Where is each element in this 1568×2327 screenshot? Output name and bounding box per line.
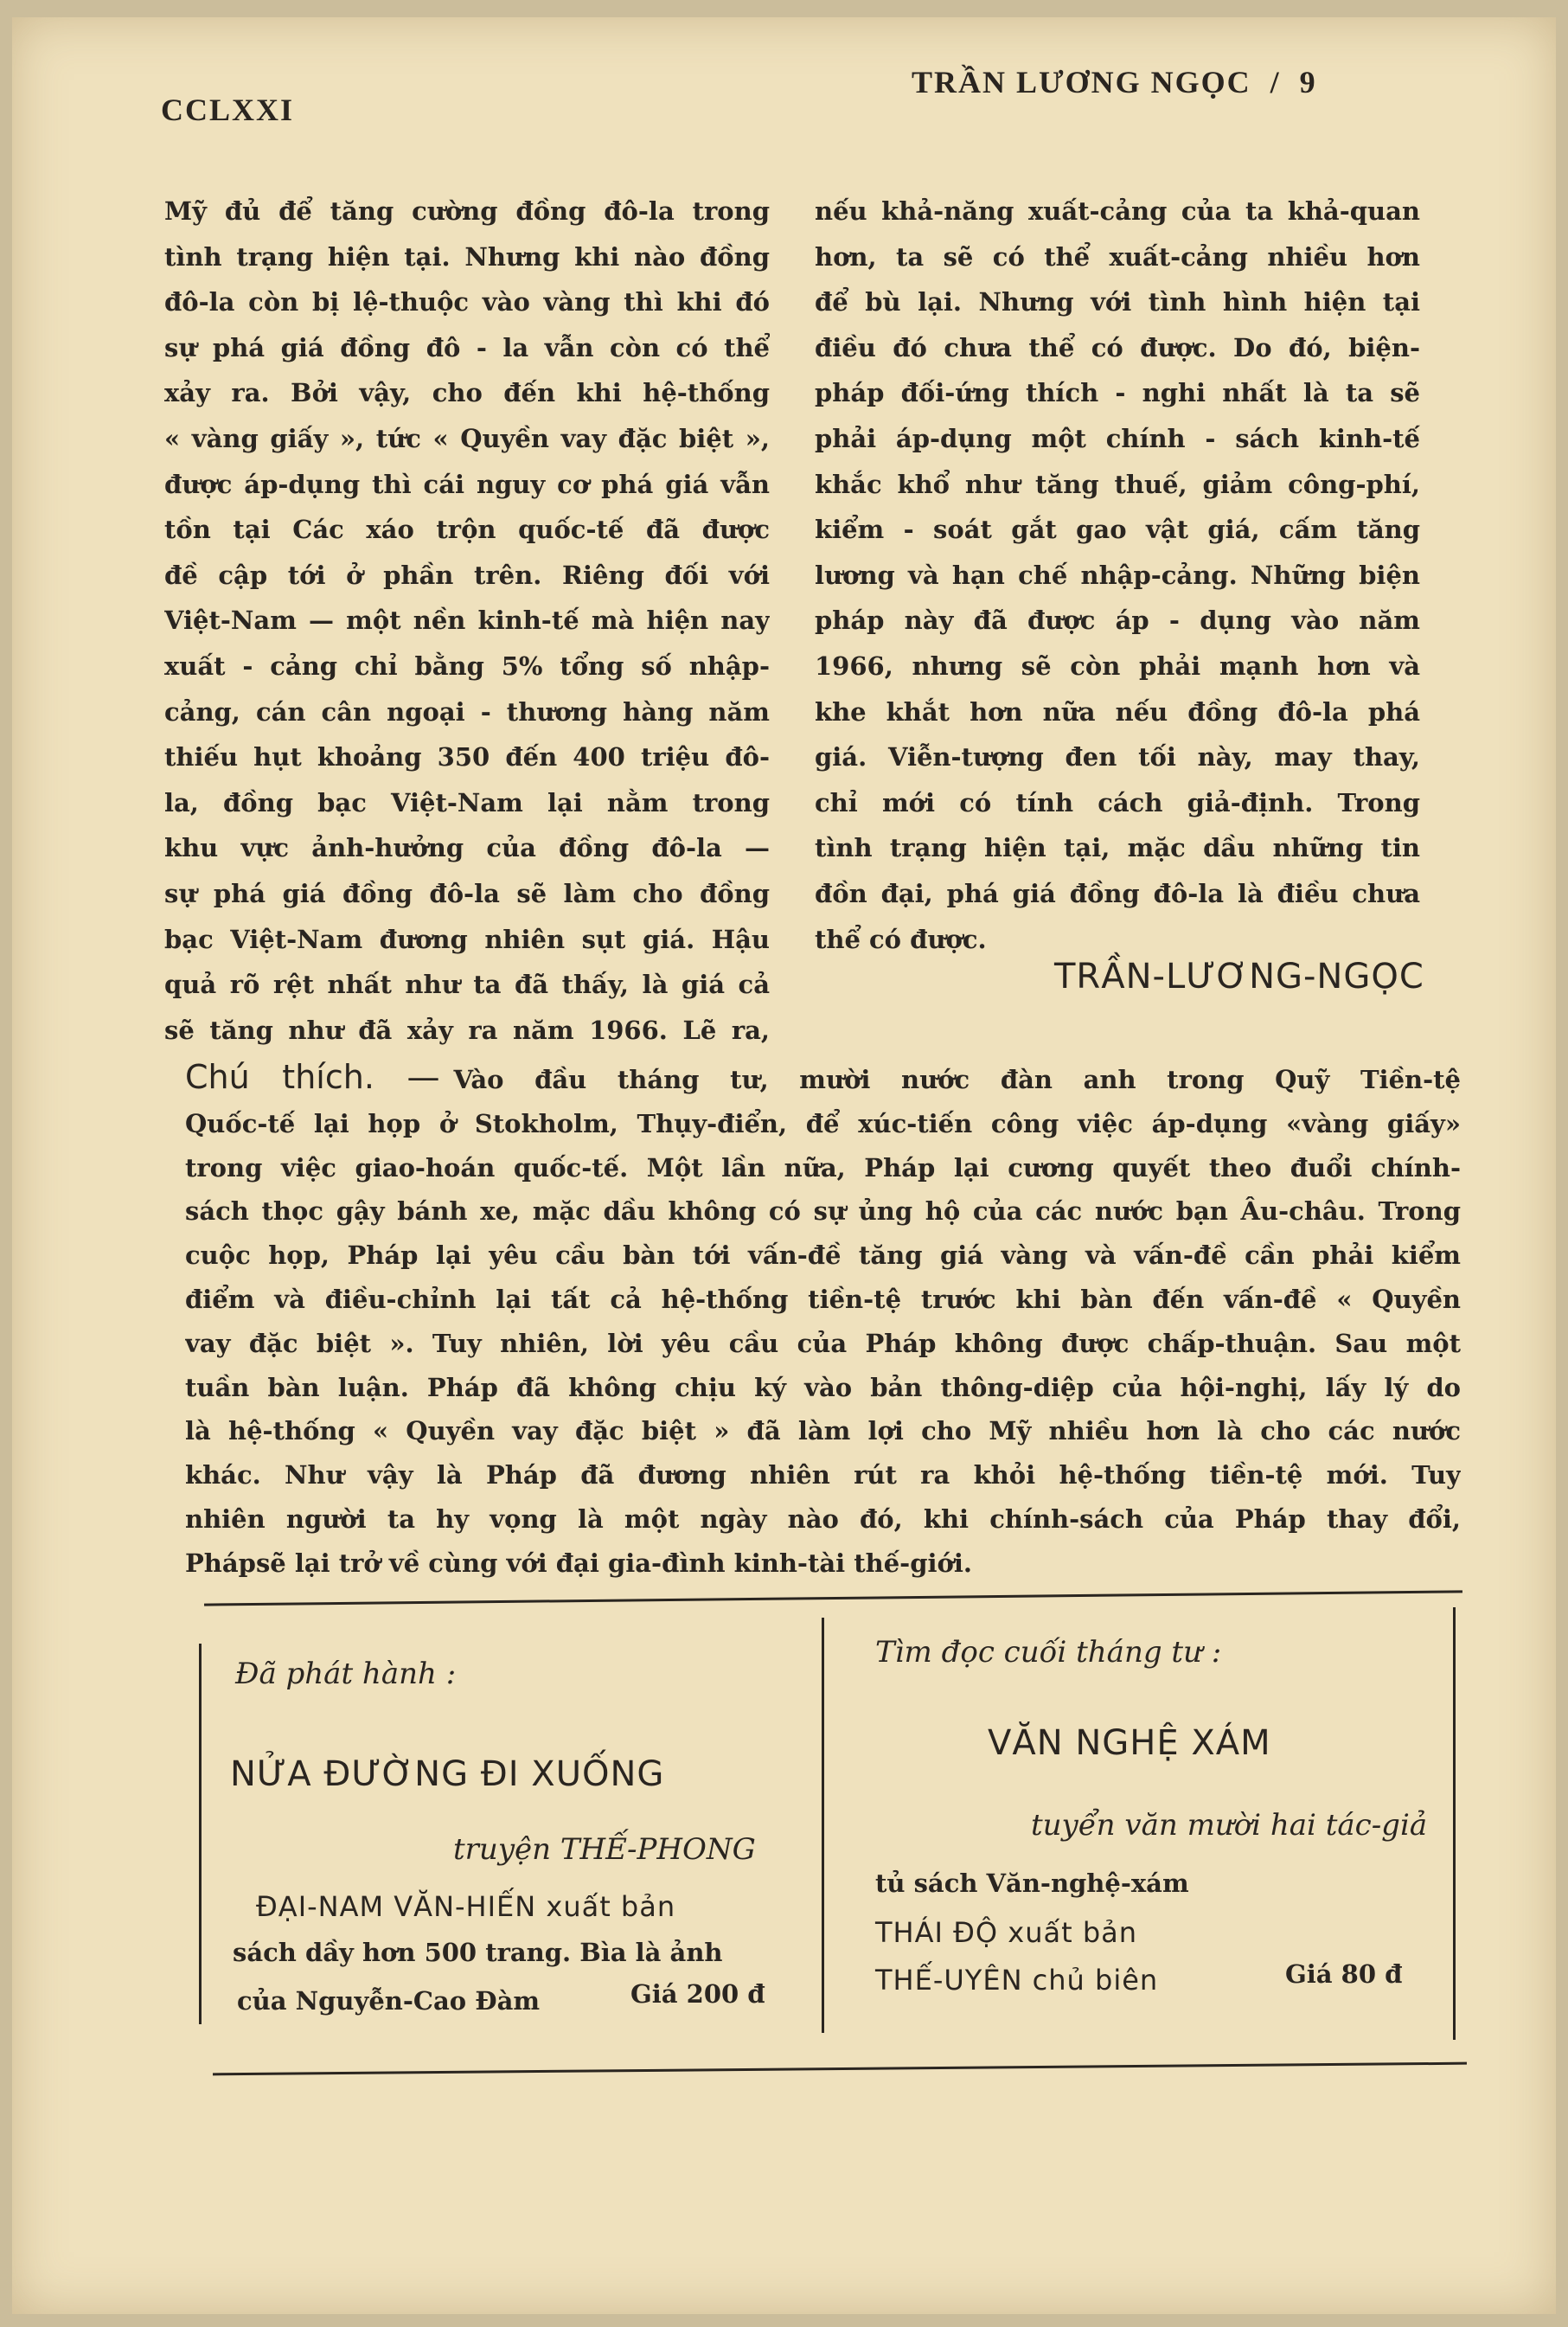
text-line: quả rõ rệt nhất như ta đã thấy, là giá cả [164, 970, 770, 1000]
text-line: tồn tại Các xáo trộn quốc-tế đã được [164, 515, 770, 545]
footnote-line: là hệ-thống « Quyền vay đặc biệt » đã làm lợi cho Mỹ nhiều hơn là cho các nước [185, 1416, 1461, 1446]
text-line: phải áp-dụng một chính - sách kinh-tế [815, 423, 1420, 453]
text-line: la, đồng bạc Việt-Nam lại nằm trong [164, 787, 770, 817]
text-line: giá. Viễn-tượng đen tối này, may thay, [815, 742, 1420, 772]
ad-left-line: của Nguyễn-Cao Đàm [237, 1986, 541, 2016]
ad-left-book-title: NỬA ĐƯỜNG ĐI XUỐNG [230, 1754, 665, 1794]
text-line: hơn, ta sẽ có thể xuất-cảng nhiều hơn [815, 241, 1420, 272]
footnote-line: Quốc-tế lại họp ở Stokholm, Thụy-điển, để xúc-tiến công việc áp-dụng «vàng giấy» [185, 1108, 1461, 1138]
magazine-page [12, 17, 1556, 2314]
page-header-author-page: TRẦN LƯƠNG NGỌC / 9 [912, 65, 1317, 99]
text-line: « vàng giấy », tức « Quyền vay đặc biệt », [164, 423, 770, 453]
text-line: đề cập tới ở phần trên. Riêng đối với [164, 560, 770, 590]
text-line: sự phá giá đồng đô - la vẫn còn có thể [164, 332, 770, 362]
footnote-line: Phápsẽ lại trở về cùng với đại gia-đình kinh-tài thế-giới. [185, 1548, 972, 1578]
text-line: đồn đại, phá giá đồng đô-la là điều chưa [815, 878, 1420, 908]
text-line: thể có được. [815, 924, 987, 954]
footnote-line: vay đặc biệt ». Tuy nhiên, lời yêu cầu của Pháp không được chấp-thuận. Sau một [185, 1328, 1461, 1358]
text-line: để bù lại. Nhưng với tình hình hiện tại [815, 287, 1420, 317]
footnote-label: Chú thích. — [185, 1058, 440, 1096]
ad-right-subtitle: tuyển văn mười hai tác-giả [1031, 1808, 1428, 1843]
text-line: khắc khổ như tăng thuế, giảm công-phí, [815, 469, 1420, 499]
text-line: xảy ra. Bởi vậy, cho đến khi hệ-thống [164, 378, 770, 408]
ad-box-bottom-rule [213, 2062, 1467, 2076]
ad-box-left-rule [199, 1644, 202, 2024]
ad-box-divider [822, 1618, 824, 2033]
ad-left-line: ĐẠI-NAM VĂN-HIẾN xuất bản [256, 1890, 676, 1923]
text-line: Việt-Nam — một nền kinh-tế mà hiện nay [164, 606, 770, 636]
page-header-roman-numeral: CCLXXI [161, 93, 295, 127]
text-line: pháp này đã được áp - dụng vào năm [815, 606, 1420, 636]
text-line: tình trạng hiện tại. Nhưng khi nào đồng [164, 241, 770, 272]
ad-box-top-rule [204, 1590, 1462, 1606]
text-line: sự phá giá đồng đô-la sẽ làm cho đồng [164, 878, 770, 908]
ad-right-price: Giá 80 đ [1285, 1959, 1403, 1989]
ad-left-line: sách dầy hơn 500 trang. Bìa là ảnh [233, 1938, 723, 1967]
text-line: đô-la còn bị lệ-thuộc vào vàng thì khi đó [164, 287, 770, 317]
ad-left-price: Giá 200 đ [630, 1979, 765, 2009]
body-column-right [815, 189, 1420, 962]
text-line: lương và hạn chế nhập-cảng. Những biện [815, 560, 1420, 590]
ad-right-line: THÁI ĐỘ xuất bản [875, 1916, 1138, 1949]
footnote-line: nhiên người ta hy vọng là một ngày nào đó, khi chính-sách của Pháp thay đổi, [185, 1503, 1461, 1534]
text-line: kiểm - soát gắt gao vật giá, cấm tăng [815, 515, 1420, 545]
text-line: tình trạng hiện tại, mặc dầu những tin [815, 833, 1420, 863]
text-line: cảng, cán cân ngoại - thương hàng năm [164, 696, 770, 727]
text-line: xuất - cảng chỉ bằng 5% tổng số nhập- [164, 651, 770, 681]
author-signature: TRẦN-LƯƠNG-NGỌC [1054, 957, 1424, 997]
text-line: 1966, nhưng sẽ còn phải mạnh hơn và [815, 651, 1420, 681]
text-line: được áp-dụng thì cái nguy cơ phá giá vẫn [164, 469, 770, 499]
ad-left-label: Đã phát hành : [235, 1657, 457, 1691]
text-line: Mỹ đủ để tăng cường đồng đô-la trong [164, 196, 770, 226]
text-line: bạc Việt-Nam đương nhiên sụt giá. Hậu [164, 924, 770, 954]
footnote-line: khác. Như vậy là Pháp đã đương nhiên rút ra khỏi hệ-thống tiền-tệ mới. Tuy [185, 1460, 1461, 1490]
text-line: điều đó chưa thể có được. Do đó, biện- [815, 332, 1420, 362]
footnote-line [185, 1055, 1461, 1102]
ad-left-author: truyện THẾ-PHONG [453, 1832, 756, 1867]
text-line: khe khắt hơn nữa nếu đồng đô-la phá [815, 696, 1420, 727]
footnote-line: điểm và điều-chỉnh lại tất cả hệ-thống tiền-tệ trước khi bàn đến vấn-đề « Quyền [185, 1284, 1461, 1314]
text-line: pháp đối-ứng thích - nghi nhất là ta sẽ [815, 378, 1420, 408]
footnote-line: cuộc họp, Pháp lại yêu cầu bàn tới vấn-đề tăng giá vàng và vấn-đề cần phải kiểm [185, 1240, 1461, 1271]
footnote-line: trong việc giao-hoán quốc-tế. Một lần nữa, Pháp lại cương quyết theo đuổi chính- [185, 1152, 1461, 1183]
text-line: nếu khả-năng xuất-cảng của ta khả-quan [815, 196, 1420, 226]
ad-right-label: Tìm đọc cuối tháng tư : [875, 1635, 1222, 1670]
text-line: chỉ mới có tính cách giả-định. Trong [815, 787, 1420, 817]
footnote [185, 1055, 1461, 1586]
ad-box-right-rule [1453, 1607, 1456, 2040]
footnote-line-text: Vào đầu tháng tư, mười nước đàn anh trong Quỹ Tiền-tệ [453, 1065, 1461, 1094]
ad-right-line: tủ sách Văn-nghệ-xám [875, 1869, 1189, 1898]
body-column-left [164, 189, 770, 1053]
text-line: khu vực ảnh-hưởng của đồng đô-la — [164, 833, 770, 863]
text-line: sẽ tăng như đã xảy ra năm 1966. Lẽ ra, [164, 1015, 770, 1045]
ad-right-line: THẾ-UYÊN chủ biên [875, 1964, 1159, 1997]
footnote-line: tuần bàn luận. Pháp đã không chịu ký vào bản thông-diệp của hội-nghị, lấy lý do [185, 1372, 1461, 1402]
footnote-line: sách thọc gậy bánh xe, mặc dầu không có sự ủng hộ của các nước bạn Âu-châu. Trong [185, 1196, 1461, 1227]
ad-right-book-title: VĂN NGHỆ XÁM [988, 1723, 1271, 1763]
text-line: thiếu hụt khoảng 350 đến 400 triệu đô- [164, 742, 770, 772]
